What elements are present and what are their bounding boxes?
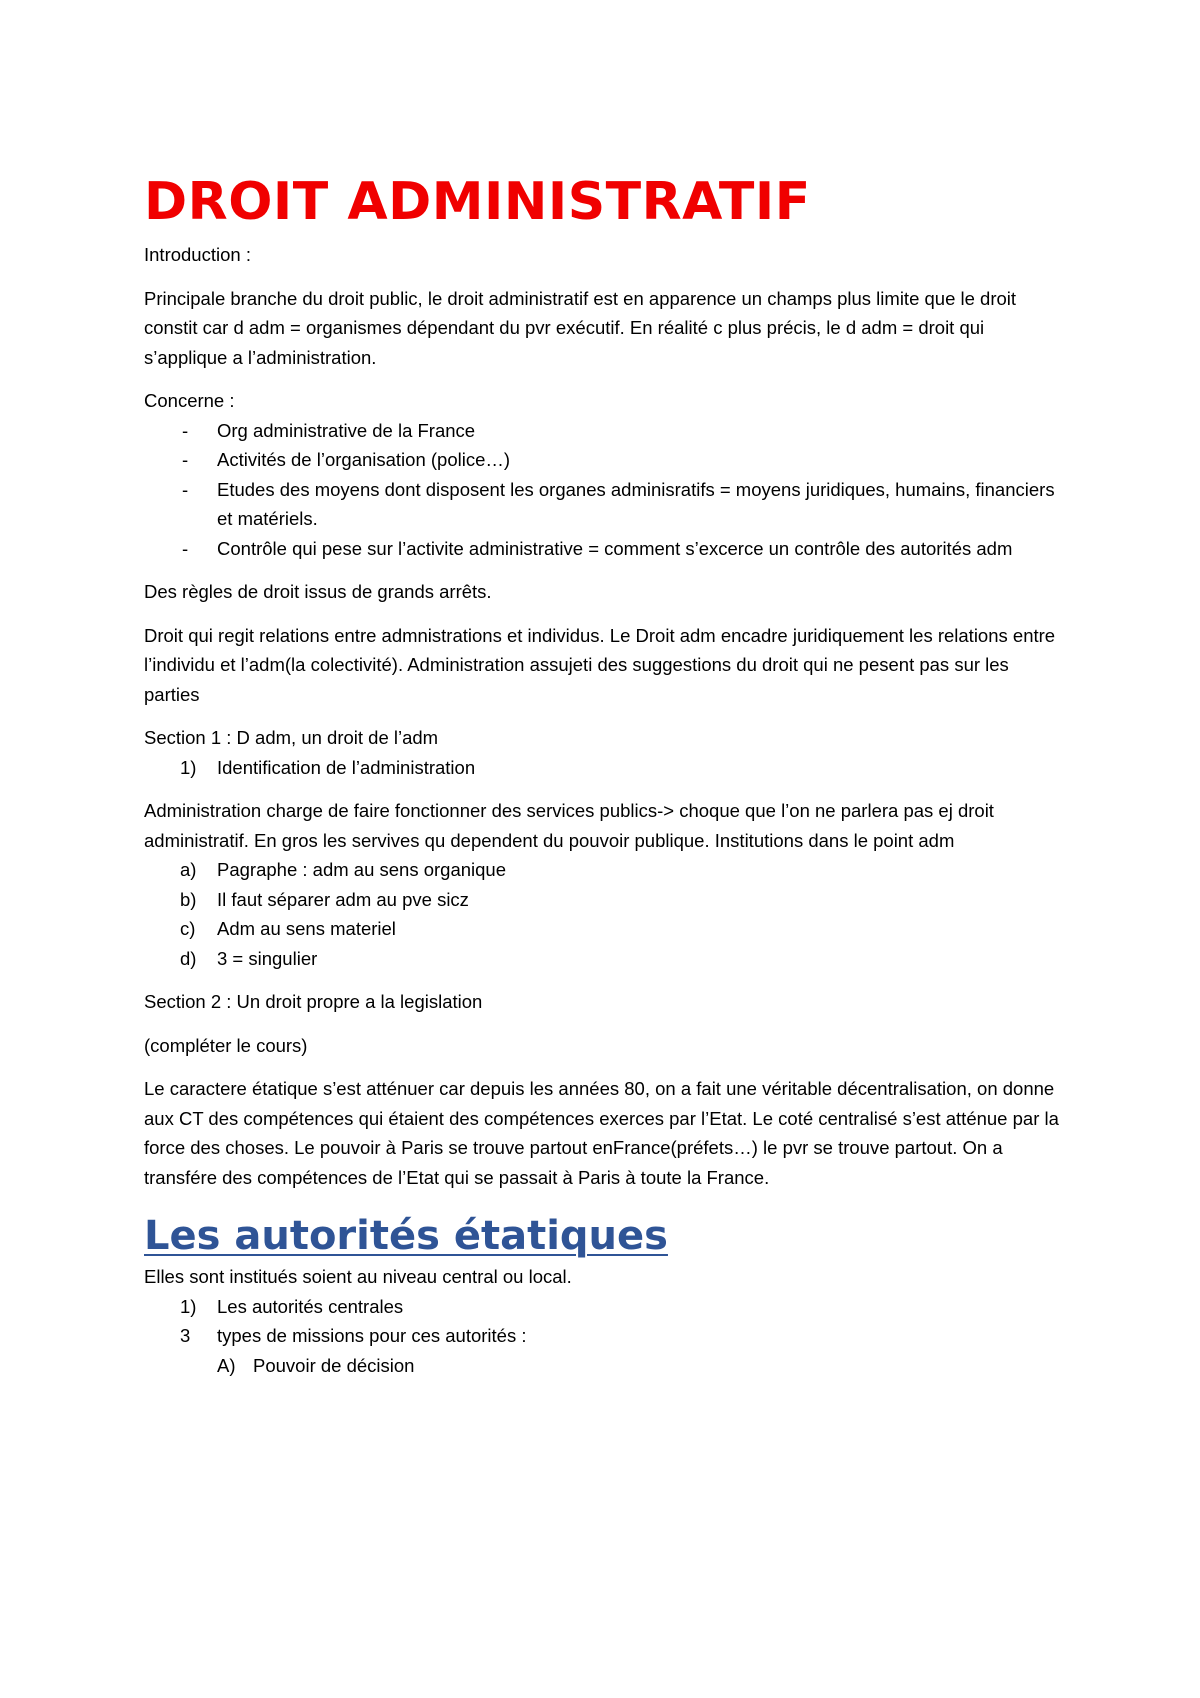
list-item-text: types de missions pour ces autorités : xyxy=(217,1325,527,1346)
list-item xyxy=(144,944,1064,974)
autorites-heading: Les autorités étatiques xyxy=(144,1213,668,1259)
list-item-text: Activités de l’organisation (police…) xyxy=(217,449,511,470)
list-marker: 1) xyxy=(180,756,197,778)
document-title: DROIT ADMINISTRATIF xyxy=(144,172,811,232)
section-1-list xyxy=(144,753,1064,783)
regles-paragraph: Des règles de droit issus de grands arrêts. xyxy=(144,581,492,602)
dash-marker: - xyxy=(182,419,189,441)
list-item xyxy=(144,475,1064,534)
list-item xyxy=(144,885,1064,915)
caractere-paragraph: Le caractere étatique s’est atténuer car depuis les années 80, on a fait une véritable décentralisation, on donne aux CT des compétences qui étaient des compétences exerces par l’Etat. Le coté centralisé s’est atténue par la force des choses. Le pouvoir à Paris se trouve partout enFrance(préfets…) le pvr se trouve partout. On a transfére des compétences de l’Etat qui se passait à Paris à toute la France. xyxy=(144,1078,1059,1188)
list-marker: A) xyxy=(217,1354,236,1376)
list-item xyxy=(144,1321,1064,1351)
dash-marker: - xyxy=(182,537,189,559)
concerne-label: Concerne : xyxy=(144,390,235,411)
list-item-text: 3 = singulier xyxy=(217,947,318,969)
list-item-text: Org administrative de la France xyxy=(217,419,476,441)
dash-marker: - xyxy=(182,478,189,500)
list-marker: b) xyxy=(180,888,197,910)
section-2-title: Section 2 : Un droit propre a la legislation xyxy=(144,991,483,1012)
list-marker: 3 xyxy=(180,1325,191,1346)
concerne-list xyxy=(144,416,1064,564)
intro-label: Introduction : xyxy=(144,244,251,265)
list-item-text: Il faut séparer adm au pve sicz xyxy=(217,888,469,910)
elles-paragraph: Elles sont institués soient au niveau central ou local. xyxy=(144,1266,572,1287)
list-item-text: Pouvoir de décision xyxy=(253,1354,415,1376)
list-item xyxy=(144,1292,1064,1322)
list-item-text: Etudes des moyens dont disposent les organes adminisratifs = moyens juridiques, humains, financiers et matériels. xyxy=(217,478,1055,529)
intro-paragraph: Principale branche du droit public, le droit administratif est en apparence un champs plus limite que le droit constit car d adm = organismes dépendant du pvr exécutif. En réalité c plus précis, le d adm = droit qui s’applique a l’administration. xyxy=(144,287,1017,368)
list-item xyxy=(144,753,1064,783)
list-item-text: Pagraphe : adm au sens organique xyxy=(217,859,507,880)
list-marker: d) xyxy=(180,947,197,969)
alpha-list xyxy=(144,855,1064,973)
section-1-title: Section 1 : D adm, un droit de l’adm xyxy=(144,727,439,748)
list-item-text: Les autorités centrales xyxy=(217,1295,404,1317)
list-item xyxy=(144,416,1064,446)
list-item xyxy=(144,534,1064,564)
document-body xyxy=(144,168,1064,1380)
administration-paragraph: Administration charge de faire fonctionner des services publics-> choque que l’on ne parlera pas ej droit administratif. En gros les servives qu dependent du pouvoir publique. Institutions dans le point adm xyxy=(144,800,994,851)
list-item-text: Contrôle qui pese sur l’activite administrative = comment s’excerce un contrôle des autorités adm xyxy=(217,537,1013,559)
list-item-text: Adm au sens materiel xyxy=(217,918,396,939)
list-item-text: Identification de l’administration xyxy=(217,756,476,778)
list-marker: 1) xyxy=(180,1295,197,1317)
list-item xyxy=(144,445,1064,475)
list-marker: c) xyxy=(180,918,196,939)
list-item xyxy=(144,855,1064,885)
list-marker: a) xyxy=(180,859,197,880)
dash-marker: - xyxy=(182,449,189,470)
relations-paragraph: Droit qui regit relations entre admnistrations et individus. Le Droit adm encadre juridiquement les relations entre l’individu et l’adm(la colectivité). Administration assujeti des suggestions du droit qui ne pesent pas sur les parties xyxy=(144,624,1056,705)
sub-list-item xyxy=(144,1351,1064,1381)
list-item xyxy=(144,914,1064,944)
autorites-list xyxy=(144,1292,1064,1351)
completer-note: (compléter le cours) xyxy=(144,1034,308,1056)
